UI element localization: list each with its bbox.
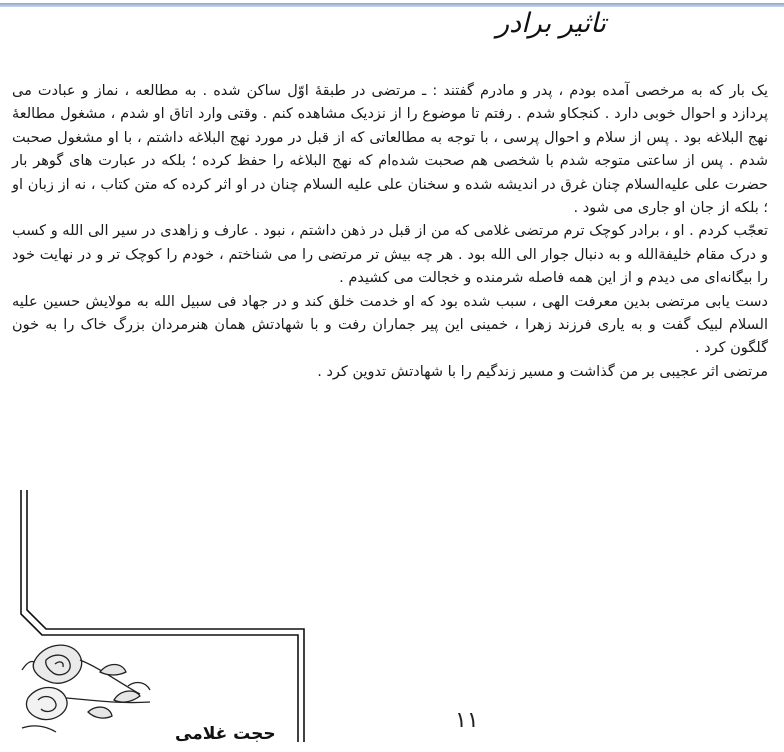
paragraph: تعجّب کردم . او ، برادر کوچک ترم مرتضی غلامی که من از قبل در ذهن داشتم ، نبود . عارف و زاهدی در سیر الی الله و کسب و درک مقام خلیفةالله و به دنبال جوار الی الله بود . هر چه بیش تر مرتضی را می شناختم ، خودم را کوچک تر و در نهایت خود را بیگانه‌ای می دیدم و از این همه فاصله شرمنده و خجالت می کشیدم . [12,223,768,287]
author-name: حجت غلامی [175,724,276,744]
page-number: ۱۱ [455,708,479,733]
rose-flower-icon [22,645,150,732]
page-title: تاثیر برادر [496,8,606,39]
paragraph: یک بار که به مرخصی آمده بودم ، پدر و مادرم گفتند : ـ مرتضی در طبقهٔ اوّل ساکن شده . به مطالعه ، نماز و عبادت می پردازد و احوال خوبی دارد . کنجکاو شدم . رفتم تا موضوع را از نزدیک مشاهده کنم . وقتی وارد اتاق او شدم ، مشغول مطالعهٔ نهج البلاغه بود . پس از سلام و احوال پرسی ، با توجه به مطالعاتی که از قبل در مورد نهج البلاغه داشتم ، با او مشغول صحبت شدم . پس از ساعتی متوجه شدم با شخصی هم صحبت شده‌ام که نهج البلاغه را حفظ کرده ؛ بلکه در عبارت های گوهر بار حضرت علی علیه‌السلام چنان غرق در اندیشه شده و سخنان علی علیه السلام چنان در او اثر کرده که متن کتاب ، نه از زبان او ؛ بلکه از جان او جاری می شود . [12,83,768,217]
paragraph: مرتضی اثر عجیبی بر من گذاشت و مسیر زندگیم را با شهادتش تدوین کرد . [317,363,768,380]
paragraph: دست یابی مرتضی بدین معرفت الهی ، سبب شده بود که او خدمت خلق کند و در جهاد فی سبیل الله به مولایش حسین علیه السلام لبیک گفت و به یاری فرزند زهرا ، خمینی این پیر جماران رفت و با شهادتش همان هنرمردان بزرگ خاک را به خون گلگون کرد . [12,293,768,357]
